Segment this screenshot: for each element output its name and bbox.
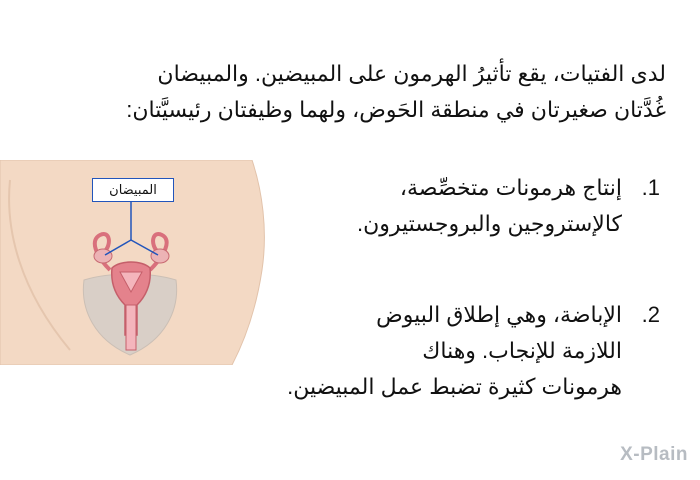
list-number-2: 2.: [641, 302, 660, 327]
list-item-2-line-1: الإباضة، وهي إطلاق البيوض: [376, 302, 622, 327]
ovaries-label: المبيضان: [92, 178, 174, 202]
vaginal-canal: [126, 305, 136, 350]
list-item-2: [190, 297, 660, 405]
list-item-1: [260, 170, 660, 242]
intro-line-2: غُدَّتان صغيرتان في منطقة الحَوض، ولهما وظيفتان رئيسيَّتان:: [126, 97, 666, 122]
intro-paragraph: [26, 56, 666, 128]
list-item-2-line-3: هرمونات كثيرة تضبط عمل المبيضين.: [287, 374, 622, 399]
list-number-1: 1.: [641, 175, 660, 200]
intro-line-1: لدى الفتيات، يقع تأثيرُ الهرمون على المبيضين. والمبيضان: [157, 61, 666, 86]
list-item-1-line-1: إنتاج هرمونات متخصِّصة،: [399, 175, 622, 200]
xplain-logo: X-Plain: [620, 444, 688, 465]
ovary-left: [94, 249, 112, 263]
ovary-right: [151, 249, 169, 263]
list-item-2-line-2: اللازمة للإنجاب. وهناك: [422, 338, 622, 363]
list-item-1-line-2: كالإستروجين والبروجستيرون.: [356, 211, 622, 236]
